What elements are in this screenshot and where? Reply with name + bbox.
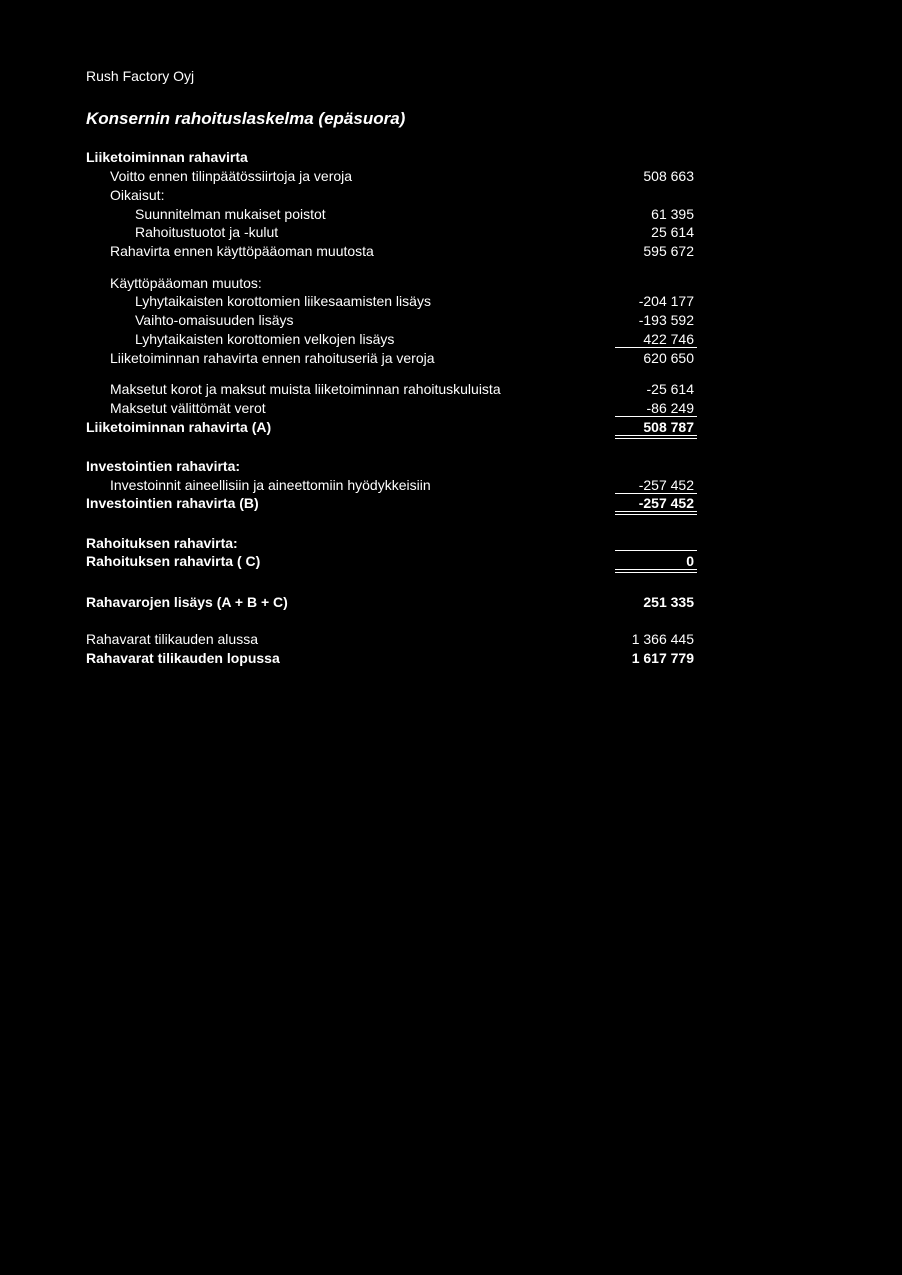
row-value: 508 663 xyxy=(643,168,694,184)
row-label: Investoinnit aineellisiin ja aineettomiin hyödykkeisiin xyxy=(110,477,431,493)
subtotal-rule xyxy=(615,347,697,348)
row-value: 61 395 xyxy=(651,206,694,222)
row-financing-total xyxy=(0,552,902,570)
section-heading-operating xyxy=(0,148,902,166)
row-value: -193 592 xyxy=(638,312,694,328)
row-payables-increase xyxy=(0,330,902,348)
row-investing-total xyxy=(0,494,902,512)
row-label: Rahavarojen lisäys (A + B + C) xyxy=(86,594,288,610)
row-label: Investointien rahavirta (B) xyxy=(86,495,259,511)
row-label: Käyttöpääoman muutos: xyxy=(110,275,262,291)
row-value: -25 614 xyxy=(646,381,694,397)
company-name: Rush Factory Oyj xyxy=(86,68,195,84)
row-depreciation xyxy=(0,205,902,223)
row-label: Liiketoiminnan rahavirta xyxy=(86,149,248,165)
row-value: 251 335 xyxy=(643,594,694,610)
row-value: 1 366 445 xyxy=(631,631,694,647)
section-heading-financing xyxy=(0,534,902,552)
row-label: Liiketoiminnan rahavirta ennen rahoituseriä ja veroja xyxy=(110,350,435,366)
total-double-rule-bottom xyxy=(615,514,697,515)
row-label: Suunnitelman mukaiset poistot xyxy=(135,206,326,222)
statement-title: Konsernin rahoituslaskelma (epäsuora) xyxy=(86,109,406,128)
row-label: Investointien rahavirta: xyxy=(86,458,241,474)
subtotal-rule xyxy=(615,550,697,551)
row-operating-before-financial-items xyxy=(0,349,902,367)
total-double-rule-top xyxy=(615,569,697,570)
total-double-rule-top xyxy=(615,435,697,436)
row-value: 1 617 779 xyxy=(631,650,694,666)
row-value: 620 650 xyxy=(643,350,694,366)
row-label: Vaihto-omaisuuden lisäys xyxy=(135,312,294,328)
row-operating-total xyxy=(0,418,902,436)
row-profit-before-taxes xyxy=(0,167,902,185)
row-label: Liiketoiminnan rahavirta (A) xyxy=(86,419,272,435)
row-label: Rahavarat tilikauden lopussa xyxy=(86,650,280,666)
row-label: Rahoitustuotot ja -kulut xyxy=(135,224,279,240)
row-taxes-paid xyxy=(0,399,902,417)
row-label: Rahoituksen rahavirta: xyxy=(86,535,238,551)
row-label: Lyhytaikaisten korottomien velkojen lisäys xyxy=(135,331,395,347)
row-value: -257 452 xyxy=(638,477,694,493)
total-double-rule-top xyxy=(615,511,697,512)
row-value: 595 672 xyxy=(643,243,694,259)
subtotal-rule xyxy=(615,416,697,417)
row-label: Maksetut korot ja maksut muista liiketoiminnan rahoituskuluista xyxy=(110,381,501,397)
row-label: Rahavirta ennen käyttöpääoman muutosta xyxy=(110,243,374,259)
row-label: Oikaisut: xyxy=(110,187,165,203)
row-cash-flow-before-working-capital xyxy=(0,242,902,260)
row-cash-beginning xyxy=(0,630,902,648)
section-heading-investing xyxy=(0,457,902,475)
row-financial-items xyxy=(0,223,902,241)
row-value: 25 614 xyxy=(651,224,694,240)
row-label: Voitto ennen tilinpäätössiirtoja ja veroja xyxy=(110,168,353,184)
row-interest-paid xyxy=(0,380,902,398)
row-working-capital-heading xyxy=(0,274,902,292)
row-label: Rahoituksen rahavirta ( C) xyxy=(86,553,261,569)
total-double-rule-bottom xyxy=(615,572,697,573)
row-value: 508 787 xyxy=(643,419,694,435)
total-double-rule-bottom xyxy=(615,438,697,439)
row-value: -257 452 xyxy=(638,495,694,511)
row-capital-expenditure xyxy=(0,476,902,494)
row-change-in-cash xyxy=(0,593,902,611)
row-label: Rahavarat tilikauden alussa xyxy=(86,631,258,647)
row-cash-end xyxy=(0,649,902,667)
row-value: 0 xyxy=(686,553,694,569)
row-inventory-increase xyxy=(0,311,902,329)
row-adjustments-heading xyxy=(0,186,902,204)
row-label: Lyhytaikaisten korottomien liikesaamisten lisäys xyxy=(135,293,431,309)
row-label: Maksetut välittömät verot xyxy=(110,400,266,416)
row-value: 422 746 xyxy=(643,331,694,347)
row-value: -204 177 xyxy=(638,293,694,309)
row-receivables-increase xyxy=(0,292,902,310)
row-value: -86 249 xyxy=(646,400,694,416)
